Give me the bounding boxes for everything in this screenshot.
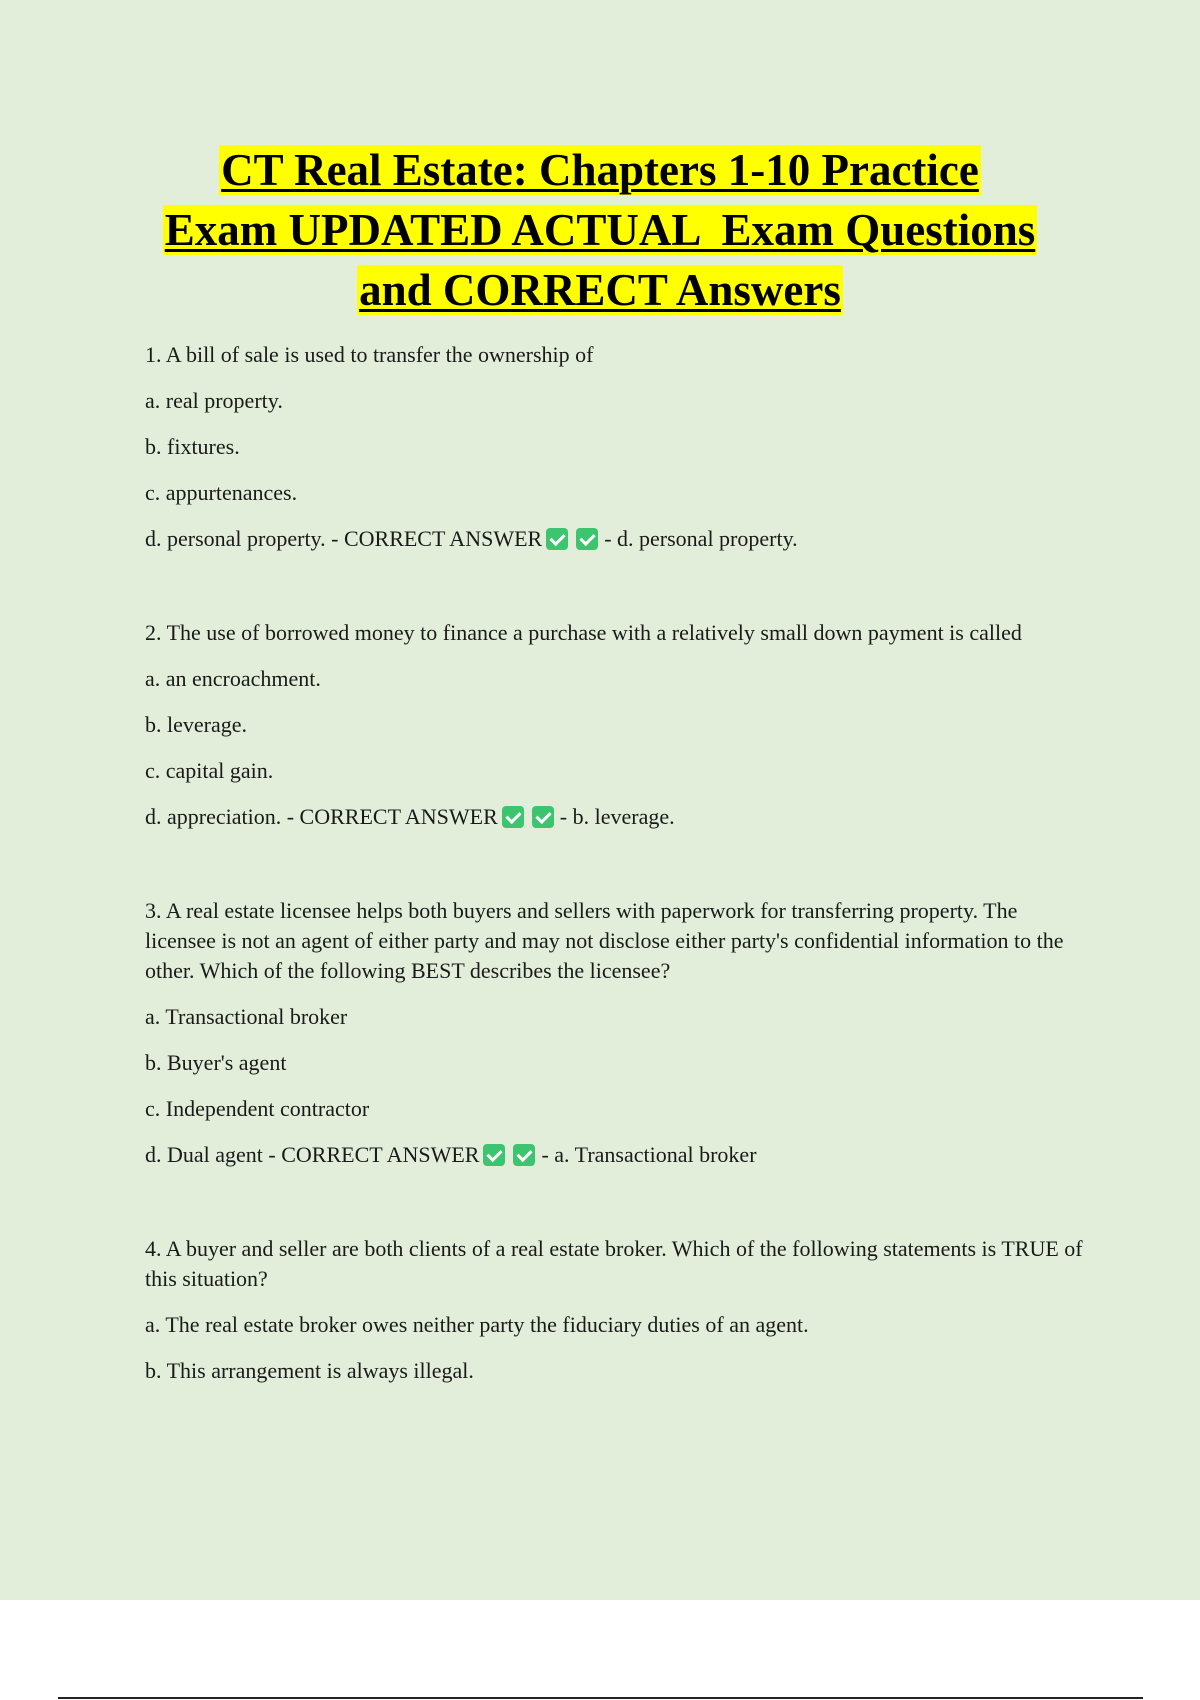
answer-option: d. appreciation. - CORRECT ANSWER [145,804,498,829]
check-mark-icon [576,528,598,550]
answer-option: a. The real estate broker owes neither party the fiduciary duties of an agent. [145,1312,809,1337]
check-mark-icon [546,528,568,550]
document-title [100,140,1100,320]
title-line: Exam UPDATED ACTUAL Exam Questions [164,205,1036,255]
answer-option: b. This arrangement is always illegal. [145,1358,474,1383]
answer-option: d. personal property. - CORRECT ANSWER [145,526,543,551]
correct-answer-text: - b. leverage. [559,804,675,829]
check-mark-icon [483,1144,505,1166]
answer-option: c. capital gain. [145,758,274,783]
check-mark-icon [513,1144,535,1166]
title-line: CT Real Estate: Chapters 1-10 Practice [221,145,979,195]
correct-answer-text: - a. Transactional broker [541,1142,757,1167]
answer-option: c. appurtenances. [145,480,298,505]
question-block [145,340,1085,554]
question-block [145,618,1085,832]
correct-answer-line [145,524,1085,554]
question-block [145,1234,1085,1386]
check-mark-icon [532,806,554,828]
answer-option: b. leverage. [145,712,247,737]
question-prompt: 4. A buyer and seller are both clients of a real estate broker. Which of the following statements is TRUE of this situation? [145,1236,1083,1291]
answer-option: a. real property. [145,388,283,413]
question-prompt: 2. The use of borrowed money to finance a purchase with a relatively small down payment is called [145,620,1022,645]
question-prompt: 1. A bill of sale is used to transfer the ownership of [145,342,594,367]
answer-option: d. Dual agent - CORRECT ANSWER [145,1142,480,1167]
correct-answer-line [145,802,1085,832]
answer-option: a. Transactional broker [145,1004,348,1029]
correct-answer-text: - d. personal property. [604,526,798,551]
title-line: and CORRECT Answers [359,265,841,315]
answer-option: c. Independent contractor [145,1096,370,1121]
check-mark-icon [502,806,524,828]
answer-option: b. fixtures. [145,434,240,459]
answer-option: a. an encroachment. [145,666,321,691]
answer-option: b. Buyer's agent [145,1050,287,1075]
correct-answer-line [145,1140,1085,1170]
question-list [145,340,1085,1402]
question-block [145,896,1085,1170]
footer-divider [58,1697,1143,1699]
question-prompt: 3. A real estate licensee helps both buyers and sellers with paperwork for transferring property. The licensee is not an agent of either party and may not disclose either party's confidential information to the other. Which of the following BEST describes the licensee? [145,898,1064,983]
